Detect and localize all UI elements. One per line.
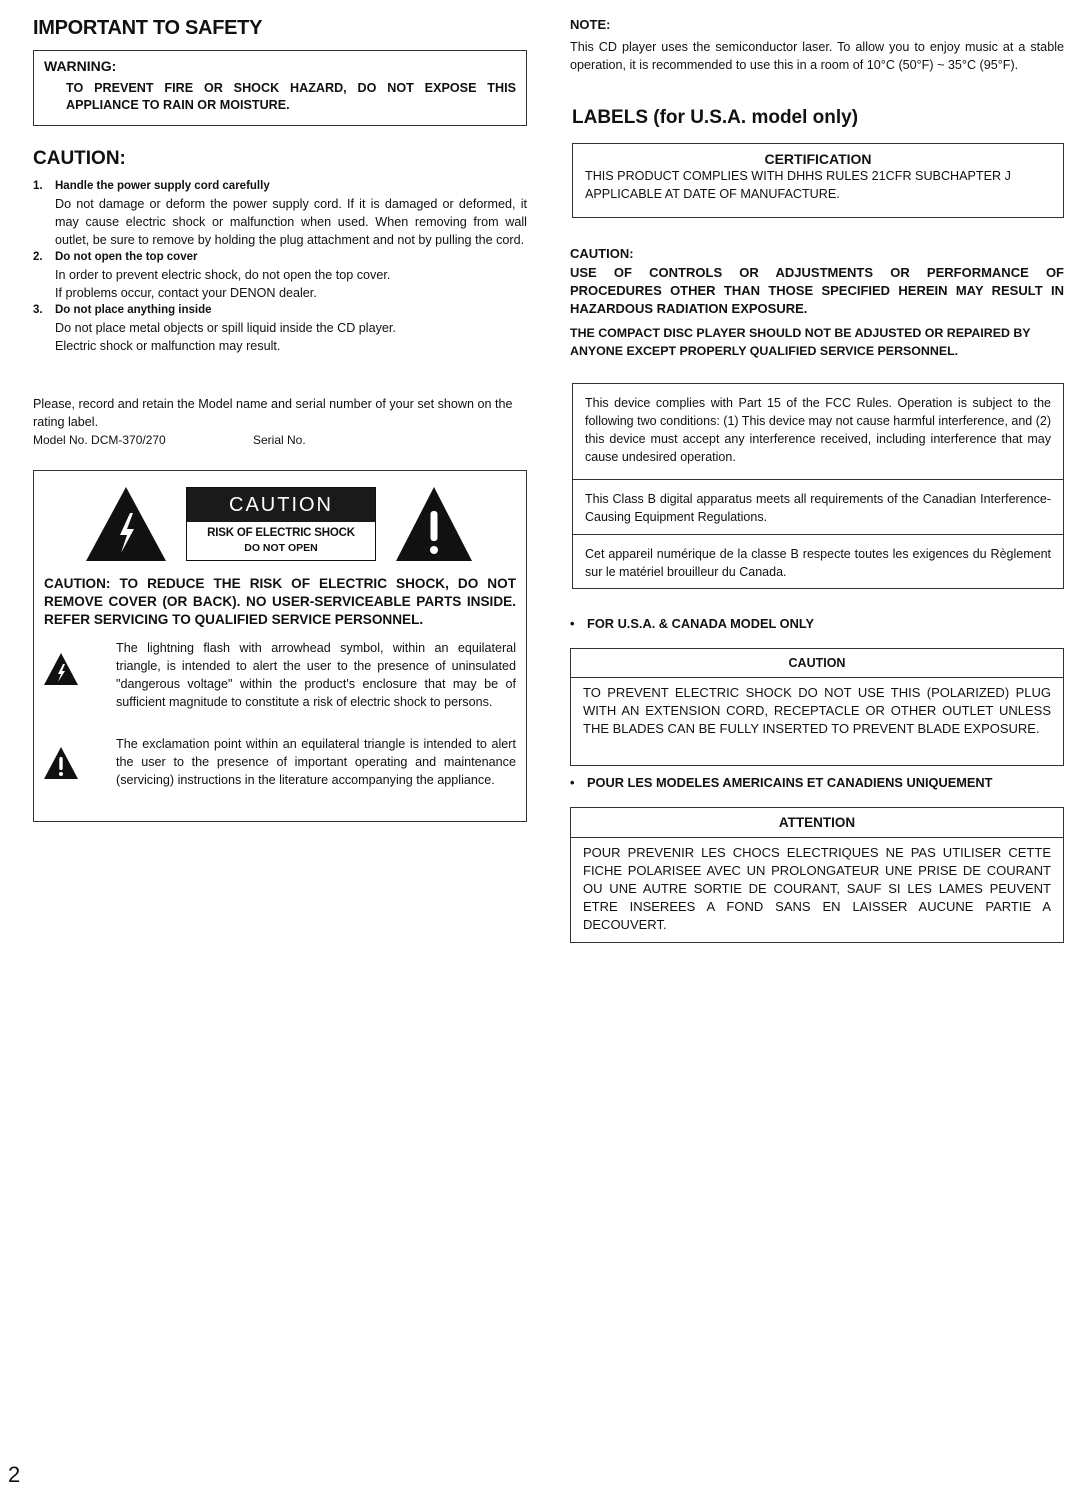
caution-heading: CAUTION: bbox=[33, 148, 126, 169]
lightning-explanation-text: The lightning flash with arrowhead symbol, within an equilateral triangle, is intended to alert the user to the presence of uninsulated "dangerous voltage" within the product's enclosure that may be of sufficient magnitude to constitute a risk of electric shock to persons. bbox=[116, 641, 516, 709]
plate-caution-text: CAUTION bbox=[187, 488, 375, 522]
caution-item-text: In order to prevent electric shock, do not open the top cover. bbox=[55, 268, 391, 282]
serial-number: Serial No. bbox=[253, 433, 306, 447]
certification-box bbox=[572, 143, 1064, 218]
fcc-compliance-box bbox=[572, 383, 1064, 589]
caution-item-text: Electric shock or malfunction may result. bbox=[55, 339, 281, 353]
bullet-dot: • bbox=[570, 616, 575, 631]
certification-title: CERTIFICATION bbox=[764, 151, 872, 167]
polarized-plug-caution-box bbox=[570, 648, 1064, 766]
shock-caution-text: CAUTION: TO REDUCE THE RISK OF ELECTRIC SHOCK, DO NOT REMOVE COVER (OR BACK). NO USER-SERVICEABLE PARTS INSIDE. REFER SERVICING TO QUALIFIED SERVICE PERSONNEL. bbox=[44, 576, 516, 627]
usa-canada-heading bbox=[570, 616, 814, 631]
page-title: IMPORTANT TO SAFETY bbox=[33, 17, 263, 39]
shock-warning-box bbox=[33, 470, 527, 822]
caution-item-number: 2. bbox=[33, 251, 43, 263]
caution-item bbox=[33, 178, 527, 249]
polarized-caution-title: CAUTION bbox=[571, 649, 1063, 678]
record-text: Please, record and retain the Model name and serial number of your set shown on the rating label. bbox=[33, 397, 513, 429]
canada-french-section bbox=[573, 534, 1063, 588]
exclamation-triangle-icon bbox=[44, 747, 78, 779]
french-heading bbox=[570, 775, 993, 790]
canada-english-section bbox=[573, 479, 1063, 534]
exclamation-explanation bbox=[44, 735, 516, 789]
fcc-section bbox=[573, 384, 1063, 479]
lightning-triangle-icon bbox=[44, 653, 78, 685]
labels-heading: LABELS (for U.S.A. model only) bbox=[572, 107, 859, 128]
caution-item-title: Handle the power supply cord carefully bbox=[55, 180, 270, 192]
caution-list bbox=[33, 178, 527, 355]
caution-item-text: Do not damage or deform the power supply cord. If it is damaged or deformed, it may cause electric shock or malfunction when used. When removing from wall outlet, be sure to remove by holding the plug attachment and not by pulling the cord. bbox=[55, 197, 527, 247]
bullet-dot: • bbox=[570, 775, 575, 790]
canada-english-text: This Class B digital apparatus meets all requirements of the Canadian Interference-Causing Equipment Regulations. bbox=[585, 492, 1051, 524]
attention-title: ATTENTION bbox=[571, 808, 1063, 838]
caution-item-text: If problems occur, contact your DENON dealer. bbox=[55, 286, 317, 300]
polarized-caution-text: TO PREVENT ELECTRIC SHOCK DO NOT USE THIS (POLARIZED) PLUG WITH AN EXTENSION CORD, RECEPTACLE OR OTHER OUTLET UNLESS THE BLADES CAN BE FULLY INSERTED TO PREVENT BLADE EXPOSURE. bbox=[583, 685, 1051, 736]
record-section bbox=[33, 395, 527, 449]
attention-box bbox=[570, 807, 1064, 943]
caution-label-plate bbox=[186, 487, 376, 561]
warning-title: WARNING: bbox=[44, 58, 117, 74]
canada-french-text: Cet appareil numérique de la classe B respecte toutes les exigences du Règlement sur le matériel brouilleur du Canada. bbox=[585, 547, 1051, 579]
laser-caution-text-2: THE COMPACT DISC PLAYER SHOULD NOT BE ADJUSTED OR REPAIRED BY ANYONE EXCEPT PROPERLY QUALIFIED SERVICE PERSONNEL. bbox=[570, 326, 1031, 358]
attention-text: POUR PREVENIR LES CHOCS ELECTRIQUES NE PAS UTILISER CETTE FICHE POLARISEE AVEC UN PROLONGATEUR UNE PRISE DE COURANT OU UNE AUTRE SORTIE DE COURANT, SAUF SI LES LAMES PEUVENT ETRE INSEREES A FOND SANS EN LAISSER AUCUNE PARTIE A DECOUVERT. bbox=[583, 845, 1051, 932]
warning-box bbox=[33, 50, 527, 126]
caution-item-title: Do not open the top cover bbox=[55, 251, 198, 263]
lightning-triangle-icon bbox=[86, 487, 166, 561]
plate-line-1: RISK OF ELECTRIC SHOCK bbox=[207, 527, 355, 539]
caution-item-number: 3. bbox=[33, 304, 43, 316]
usa-canada-heading-text: FOR U.S.A. & CANADA MODEL ONLY bbox=[587, 616, 815, 631]
note-title: NOTE: bbox=[570, 17, 611, 32]
lightning-explanation bbox=[44, 639, 516, 711]
note-text: This CD player uses the semiconductor laser. To allow you to enjoy music at a stable operation, it is recommended to use this in a room of 10°C (50°F) ~ 35°C (95°F). bbox=[570, 40, 1064, 72]
page-number: 2 bbox=[8, 1462, 21, 1487]
caution-item-title: Do not place anything inside bbox=[55, 304, 212, 316]
exclamation-explanation-text: The exclamation point within an equilateral triangle is intended to alert the user to the presence of important operating and maintenance (servicing) instructions in the literature accompanying the appliance. bbox=[116, 737, 516, 787]
plate-line-2: DO NOT OPEN bbox=[244, 542, 318, 554]
caution-item bbox=[33, 302, 527, 355]
fcc-text: This device complies with Part 15 of the FCC Rules. Operation is subject to the following two conditions: (1) This device may not cause harmful interference, and (2) this device must accept any interference received, including interference that may cause undesired operation. bbox=[585, 396, 1051, 464]
certification-text: THIS PRODUCT COMPLIES WITH DHHS RULES 21CFR SUBCHAPTER J APPLICABLE AT DATE OF MANUFACTURE. bbox=[585, 169, 1011, 201]
laser-caution-text-1: USE OF CONTROLS OR ADJUSTMENTS OR PERFORMANCE OF PROCEDURES OTHER THAN THOSE SPECIFIED HEREIN MAY RESULT IN HAZARDOUS RADIATION EXPOSURE. bbox=[570, 265, 1064, 316]
french-heading-text: POUR LES MODELES AMERICAINS ET CANADIENS UNIQUEMENT bbox=[587, 775, 993, 790]
model-number: Model No. DCM-370/270 bbox=[33, 433, 166, 447]
warning-text: TO PREVENT FIRE OR SHOCK HAZARD, DO NOT EXPOSE THIS APPLIANCE TO RAIN OR MOISTURE. bbox=[66, 81, 516, 112]
caution-item bbox=[33, 249, 527, 302]
laser-caution-title: CAUTION: bbox=[570, 246, 634, 261]
caution-item-number: 1. bbox=[33, 180, 43, 192]
model-serial-row bbox=[33, 431, 527, 449]
exclamation-triangle-icon bbox=[396, 487, 472, 561]
caution-item-text: Do not place metal objects or spill liquid inside the CD player. bbox=[55, 321, 396, 335]
